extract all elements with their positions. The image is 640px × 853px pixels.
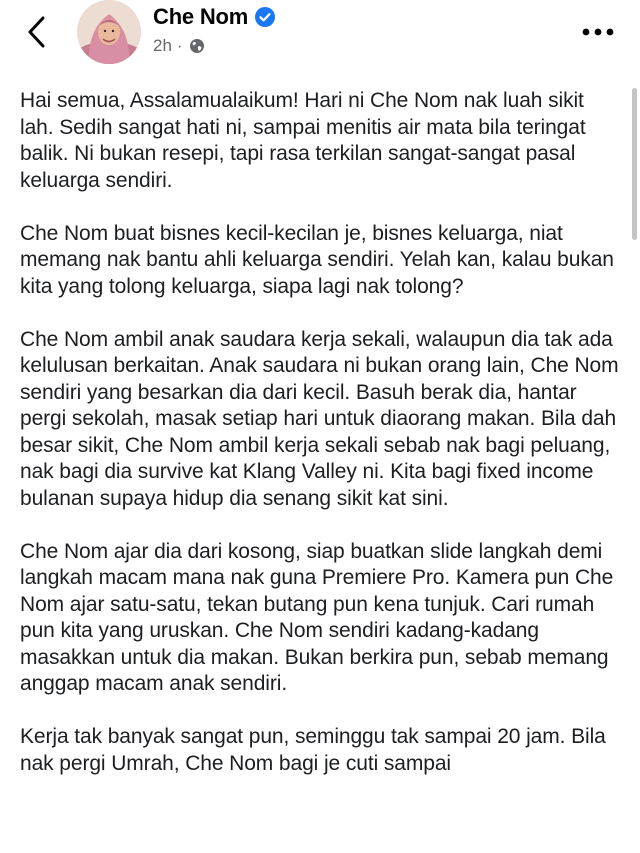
- author-avatar[interactable]: [77, 0, 141, 64]
- scrollbar[interactable]: [632, 88, 637, 240]
- author-name-row[interactable]: [153, 4, 275, 30]
- post-paragraph: Hai semua, Assalamualaikum! Hari ni Che Nom nak luah sikit lah. Sedih sangat hati ni, sampai menitis air mata bila teringat balik. Ni bukan resepi, tapi rasa terkilan sangat-sangat pasal keluarga sendiri.: [20, 89, 586, 192]
- post-time[interactable]: 2h: [153, 36, 172, 55]
- post-meta: [153, 36, 205, 56]
- author-name[interactable]: Che Nom: [153, 4, 249, 29]
- meta-separator: ·: [176, 36, 183, 55]
- more-options-button[interactable]: [578, 22, 618, 42]
- post-body: [20, 88, 620, 804]
- more-horizontal-icon: [582, 28, 614, 36]
- back-button[interactable]: [22, 14, 52, 50]
- post-paragraph: Che Nom ajar dia dari kosong, siap buatkan slide langkah demi langkah macam mana nak guna Premiere Pro. Kamera pun Che Nom ajar satu-satu, tekan butang pun kena tunjuk. Cari rumah pun kita yang uruskan. Che Nom sendiri kadang-kadang masakkan untuk dia makan. Bukan berkira pun, sebab memang anggap macam anak sendiri.: [20, 539, 614, 695]
- verified-badge-icon: [255, 7, 275, 27]
- globe-icon[interactable]: [189, 38, 205, 54]
- post-paragraph: Kerja tak banyak sangat pun, seminggu tak sampai 20 jam. Bila nak pergi Umrah, Che Nom bagi je cuti sampai: [20, 725, 606, 775]
- post-paragraph: Che Nom buat bisnes kecil-kecilan je, bisnes keluarga, niat memang nak bantu ahli keluarga sendiri. Yelah kan, kalau bukan kita yang tolong keluarga, siapa lagi nak tolong?: [20, 221, 614, 298]
- chevron-left-icon: [26, 15, 48, 49]
- post-paragraph: Che Nom ambil anak saudara kerja sekali, walaupun dia tak ada kelulusan berkaitan. Anak saudara ni bukan orang lain, Che Nom sendiri yang besarkan dia dari kecil. Basuh berak dia, hantar pergi sekolah, masak setiap hari untuk diaorang makan. Bila dah besar sikit, Che Nom ambil kerja sekali sebab nak bagi peluang, nak bagi dia survive kat Klang Valley ni. Kita bagi fixed income bulanan supaya hidup dia senang sikit kat sini.: [20, 327, 619, 510]
- post-header: [0, 0, 640, 80]
